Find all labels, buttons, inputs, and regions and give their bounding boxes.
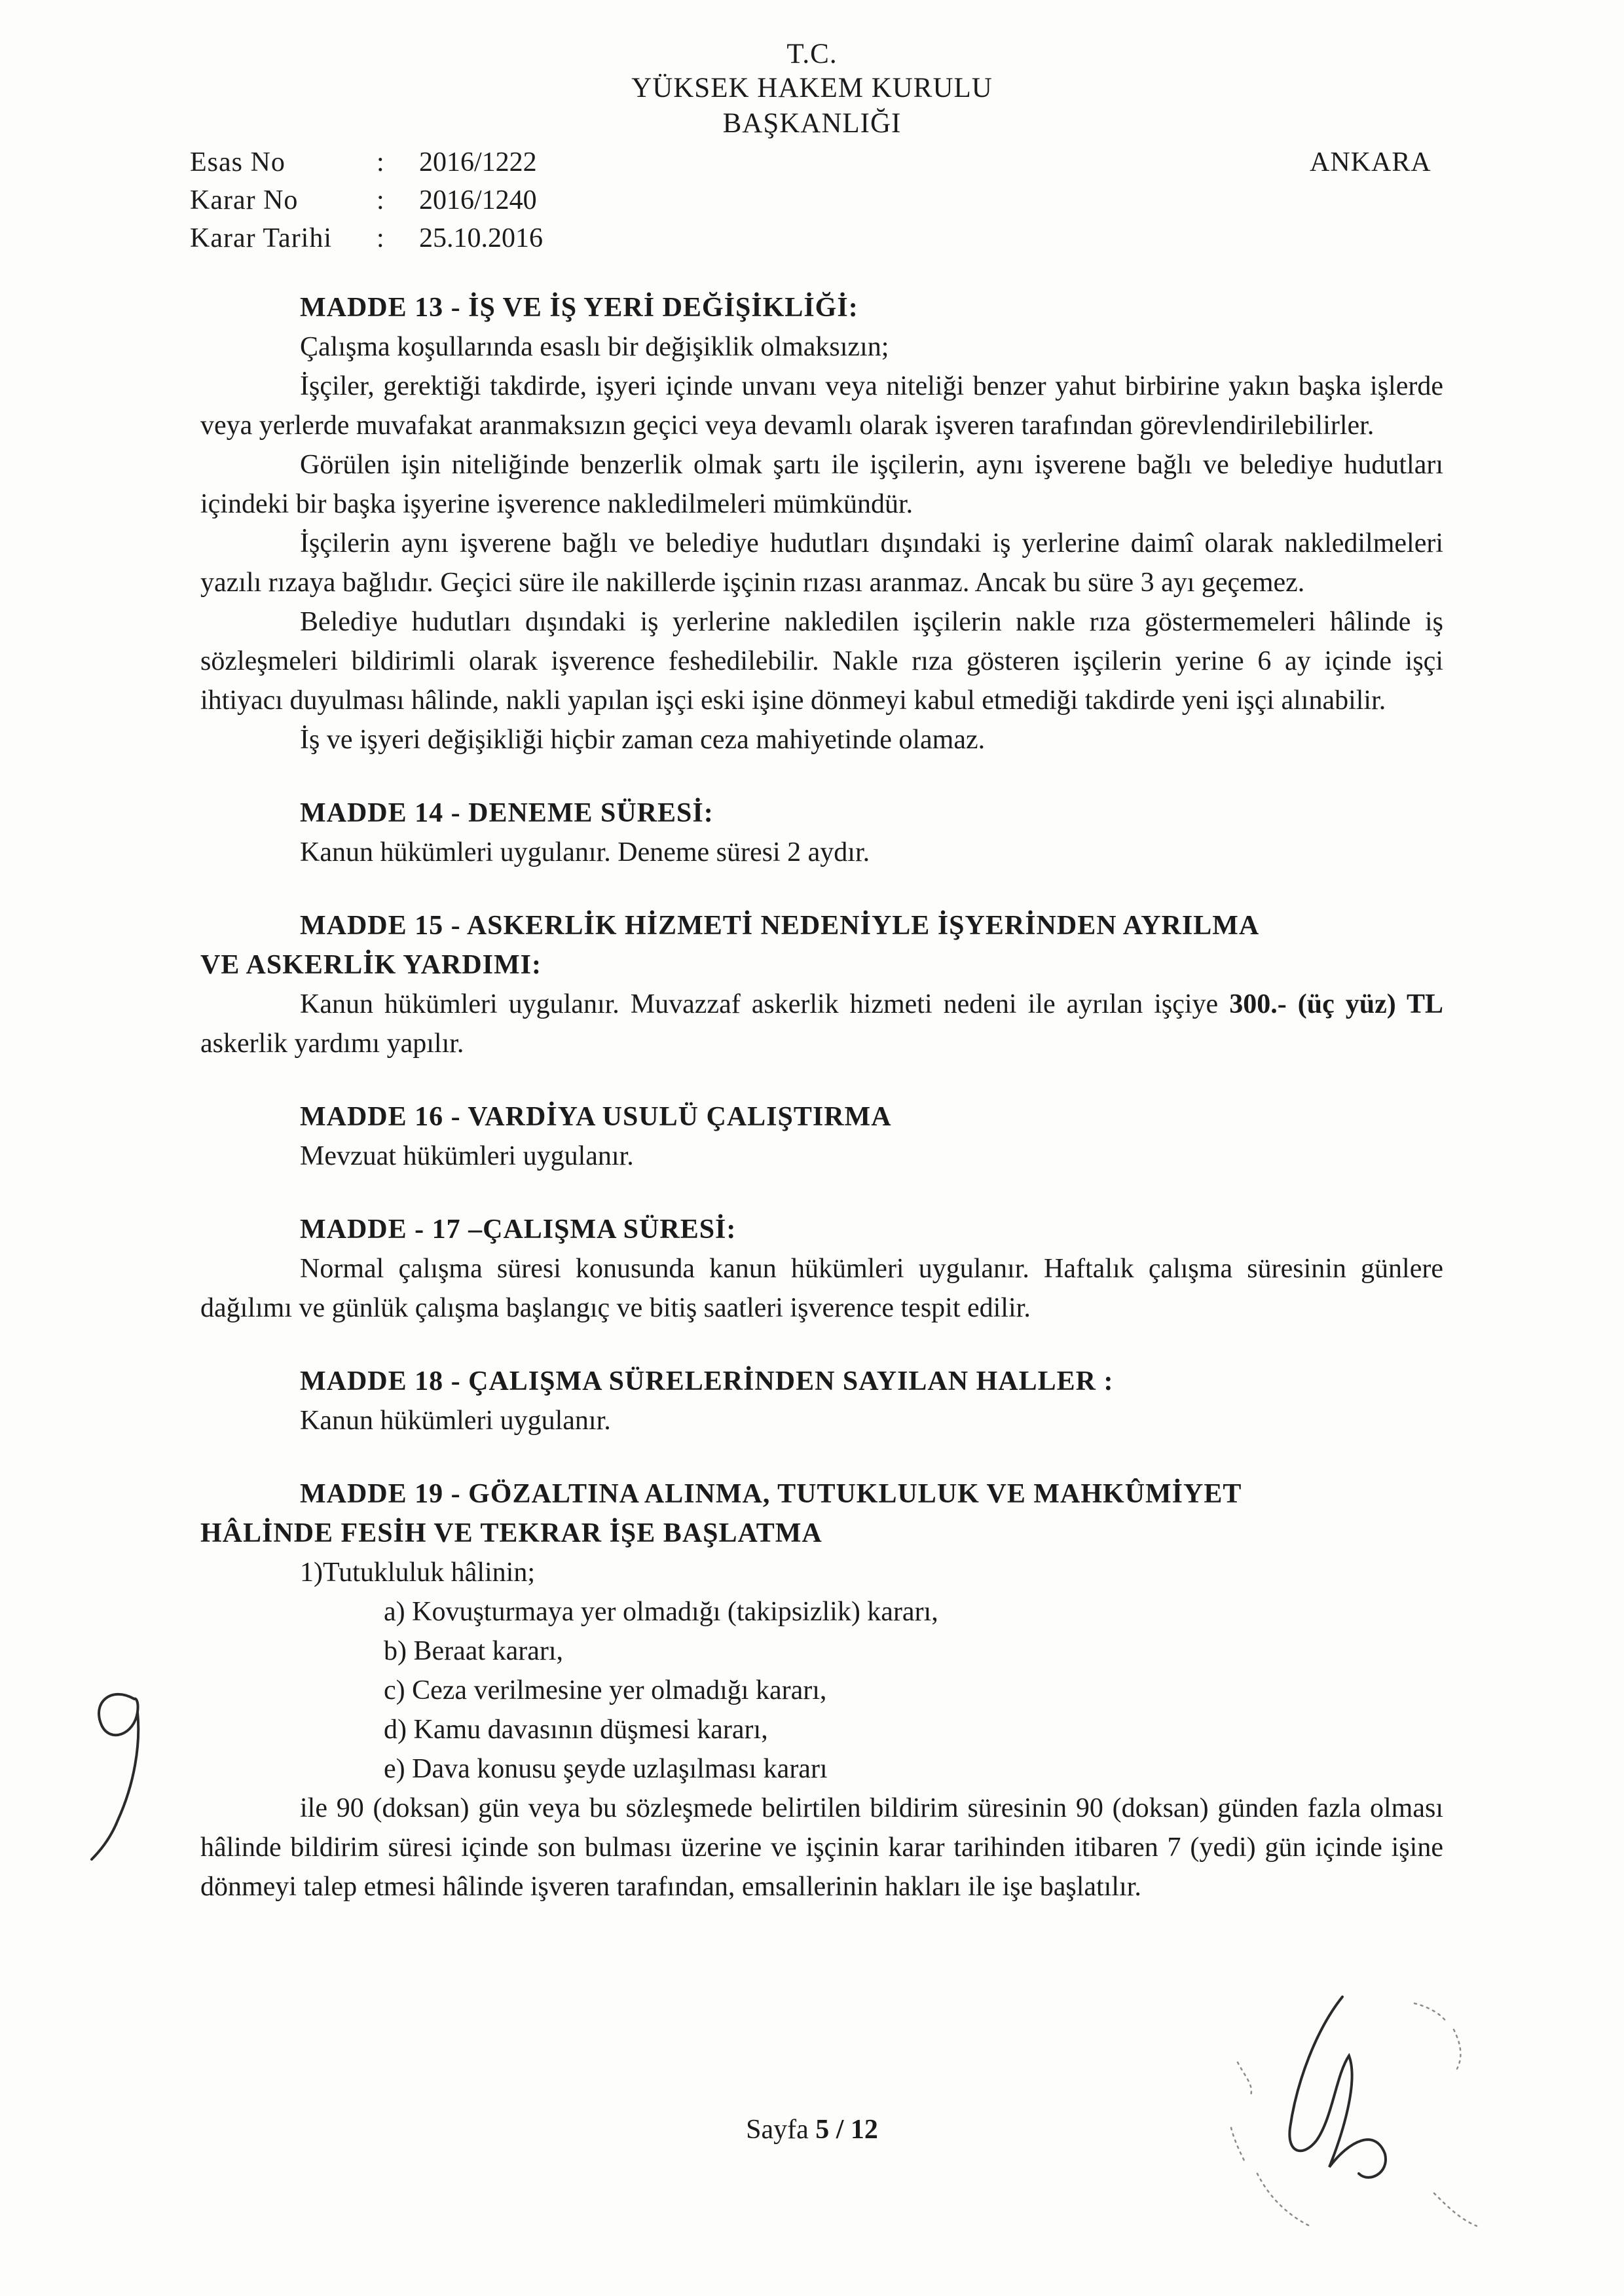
article-19-p1: 1)Tutukluluk hâlinin; [300,1558,535,1588]
list-item: a) Kovuşturmaya yer olmadığı (takipsizlik) kararı, [384,1597,938,1627]
article-15-p1 [200,985,1443,1063]
list-item: d) Kamu davasının düşmesi kararı, [384,1715,768,1745]
case-meta [190,145,616,259]
article-15-text-c: askerlik yardımı yapılır. [200,1029,464,1059]
meta-row-karar [190,183,616,221]
article-18-p1: Kanun hükümleri uygulanır. [300,1406,611,1436]
article-19-title-cont: HÂLİNDE FESİH VE TEKRAR İŞE BAŞLATMA [200,1518,822,1548]
page-sep: / [829,2115,851,2145]
article-17-title: MADDE - 17 –ÇALIŞMA SÜRESİ: [300,1214,737,1245]
article-15-title-cont: VE ASKERLİK YARDIMI: [200,950,542,980]
meta-sep: : [377,147,384,177]
page-number [0,2113,1624,2146]
article-15-title: MADDE 15 - ASKERLİK HİZMETİ NEDENİYLE İŞYERİNDEN AYRILMA [300,911,1260,941]
article-16-p1: Mevzuat hükümleri uygulanır. [300,1141,634,1171]
meta-value: 2016/1222 [419,147,537,177]
article-13-p1: Çalışma koşullarında esaslı bir değişiklik olmaksızın; [300,332,889,362]
org-line-2: YÜKSEK HAKEM KURULU [631,73,993,103]
meta-row-esas [190,145,616,183]
meta-label: Karar No [190,185,299,215]
article-13-p6: İş ve işyeri değişikliği hiçbir zaman ceza mahiyetinde olamaz. [300,725,986,755]
article-15-text-a: Kanun hükümleri uygulanır. Muvazzaf askerlik hizmeti nedeni ile ayrılan işçiye [300,989,1230,1019]
document-body [200,288,1443,1906]
meta-sep: : [377,185,384,215]
meta-value: 25.10.2016 [419,223,543,253]
article-13-p2: İşçiler, gerektiği takdirde, işyeri içinde unvanı veya niteliği benzer yahut birbirine yakın başka işlerde veya yerlerde muvafakat aranmaksızın geçici veya devamlı olarak işveren tarafından görevlendirilebilirler. [200,371,1443,441]
article-16-title: MADDE 16 - VARDİYA USULÜ ÇALIŞTIRMA [300,1102,892,1132]
meta-sep: : [377,223,384,253]
list-item: c) Ceza verilmesine yer olmadığı kararı, [384,1675,827,1705]
article-13-title: MADDE 13 - İŞ VE İŞ YERİ DEĞİŞİKLİĞİ: [300,293,858,323]
city-label: ANKARA [1310,147,1431,177]
article-19-list [200,1592,1443,1789]
meta-label: Esas No [190,147,286,177]
org-line-3: BAŞKANLIĞI [722,108,902,139]
initial-signature-icon [72,1673,177,1869]
page-total: 12 [850,2115,878,2145]
meta-row-tarih [190,221,616,259]
article-13-p3: Görülen işin niteliğinde benzerlik olmak şartı ile işçilerin, aynı işverene bağlı ve belediye hudutları içindeki bir başka işyerine işverence nakledilmeleri mümkündür. [200,450,1443,519]
list-item: b) Beraat kararı, [384,1636,564,1666]
article-13-p5: Belediye hudutları dışındaki iş yerlerine nakledilen işçilerin nakle rıza göstermemeleri hâlinde iş sözleşmeleri bildirimli olarak işverence feshedilebilir. Nakle rıza gösteren işçilerin yerine 6 ay içinde işçi ihtiyacı duyulması hâlinde, nakli yapılan işçi eski işine dönmeyi kabul etmediği takdirde yeni işçi alınabilir. [200,607,1443,716]
org-line-1: T.C. [786,39,838,69]
article-14-title: MADDE 14 - DENEME SÜRESİ: [300,798,714,828]
page-current: 5 [815,2115,830,2145]
article-14-p1: Kanun hükümleri uygulanır. Deneme süresi 2 aydır. [300,837,870,867]
article-13-p4: İşçilerin aynı işverene bağlı ve belediye hudutları dışındaki iş yerlerine daimî olarak nakledilmeleri yazılı rızaya bağlıdır. Geçici süre ile nakillerde işçinin rızası aranmaz. Ancak bu süre 3 ayı geçemez. [200,528,1443,598]
article-19-p2: ile 90 (doksan) gün veya bu sözleşmede belirtilen bildirim süresinin 90 (doksan) günden fazla olması hâlinde bildirim süresi içinde son bulması üzerine ve işçinin karar tarihinden itibaren 7 (yedi) gün içinde işine dönmeyi talep etmesi hâlinde işveren tarafından, emsallerinin hakları ile işe başlatılır. [200,1793,1443,1902]
list-item: e) Dava konusu şeyde uzlaşılması kararı [384,1754,828,1784]
article-19-title: MADDE 19 - GÖZALTINA ALINMA, TUTUKLULUK VE MAHKÛMİYET [300,1479,1242,1509]
page-prefix: Sayfa [746,2115,816,2145]
article-17-p1: Normal çalışma süresi konusunda kanun hükümleri uygulanır. Haftalık çalışma süresinin günlere dağılımı ve günlük çalışma başlangıç ve bitiş saatleri işverence tespit edilir. [200,1254,1443,1323]
article-15-amount: 300.- (üç yüz) TL [1229,989,1443,1019]
article-18-title: MADDE 18 - ÇALIŞMA SÜRELERİNDEN SAYILAN HALLER : [300,1366,1114,1396]
meta-label: Karar Tarihi [190,223,333,253]
meta-value: 2016/1240 [419,185,537,215]
